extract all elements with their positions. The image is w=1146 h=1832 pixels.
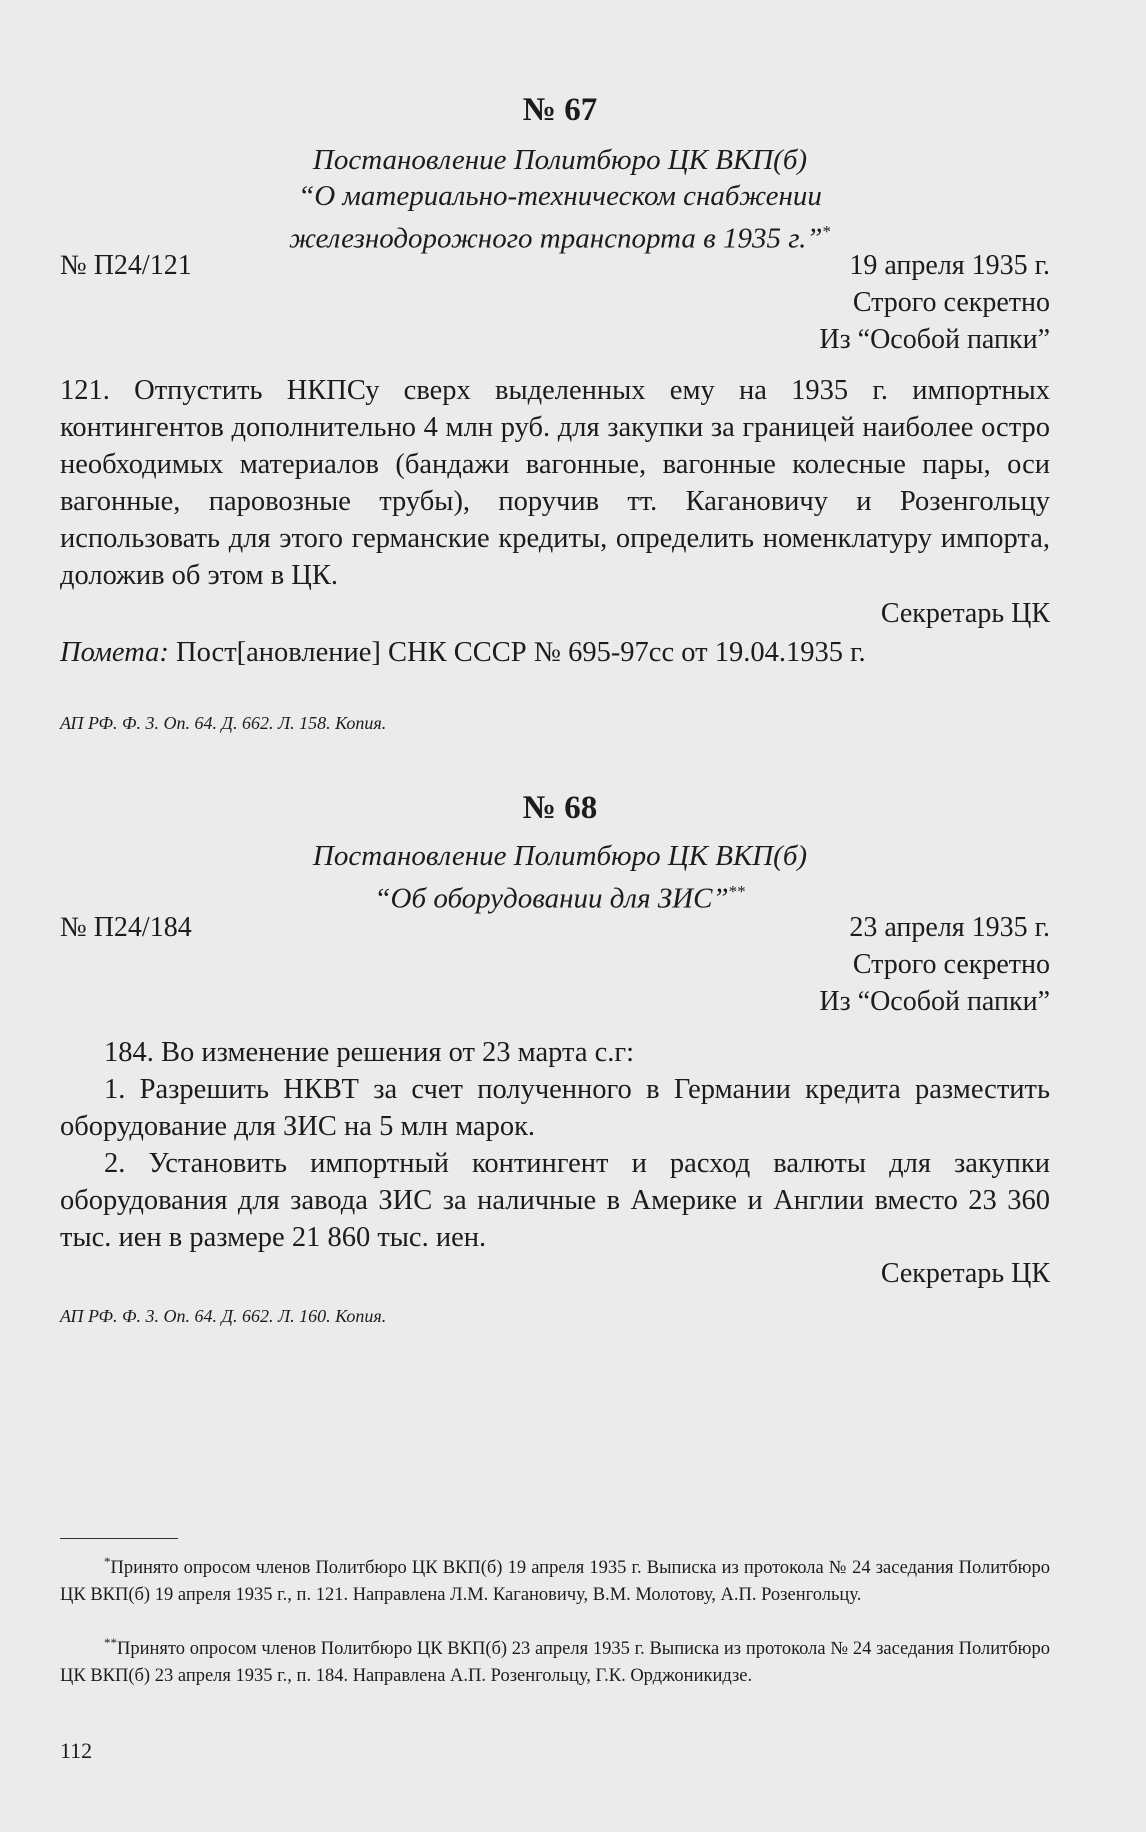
doc68-title-line2: “Об оборудовании для ЗИС”** bbox=[374, 882, 746, 915]
doc68-header-row bbox=[60, 912, 1050, 944]
footnote-2-text: Принято опросом членов Политбюро ЦК ВКП(б) 23 апреля 1935 г. Выписка из протокола № 24 заседания Политбюро ЦК ВКП(б) 23 апреля 1935 г., п. 184. Направлена А.П. Розенгольцу, Г.К. Орджоникидзе. bbox=[60, 1639, 1050, 1687]
doc68-source-folder: Из “Особой папки” bbox=[819, 986, 1050, 1017]
doc67-footnote-mark: * bbox=[822, 222, 832, 241]
doc67-signature: Секретарь ЦК bbox=[880, 598, 1050, 629]
footnote-separator bbox=[60, 1538, 178, 1539]
doc67-classification: Строго секретно bbox=[852, 287, 1050, 318]
doc68-title-line1: Постановление Политбюро ЦК ВКП(б) bbox=[312, 840, 808, 872]
doc67-number: № 67 bbox=[522, 92, 598, 128]
doc67-title-line3: железнодорожного транспорта в 1935 г.”* bbox=[288, 222, 832, 255]
footnote-2-mark: ** bbox=[104, 1635, 117, 1650]
doc67-ref: № П24/121 bbox=[60, 250, 192, 281]
doc68-classification: Строго секретно bbox=[852, 949, 1050, 980]
doc68-signature: Секретарь ЦК bbox=[880, 1258, 1050, 1289]
doc68-footnote-mark: ** bbox=[728, 882, 746, 901]
doc67-date: 19 апреля 1935 г. bbox=[849, 250, 1050, 281]
doc68-ref: № П24/184 bbox=[60, 912, 192, 943]
doc67-title-line2: “О материально-техническом снабжении bbox=[298, 180, 822, 212]
footnote-1-mark: * bbox=[104, 1554, 111, 1569]
doc68-para3: 2. Установить импортный контингент и расход валюты для закупки оборудования для завода ЗИС за наличные в Америке и Англии вместо 23 360 тыс. иен в размере 21 860 тыс. иен. bbox=[60, 1148, 1050, 1253]
footnote-1 bbox=[60, 1548, 1050, 1609]
page-number: 112 bbox=[60, 1738, 93, 1763]
doc67-note-label: Помета: bbox=[60, 637, 169, 668]
doc68-number: № 68 bbox=[522, 790, 598, 826]
doc67-archive-ref: АП РФ. Ф. 3. Оп. 64. Д. 662. Л. 158. Копия. bbox=[60, 713, 387, 733]
doc67-note-text: Пост[ановление] СНК СССР № 695-97сс от 19.04.1935 г. bbox=[176, 637, 866, 668]
doc67-header-row bbox=[60, 250, 1050, 282]
doc68-para1: 184. Во изменение решения от 23 марта с.г: bbox=[104, 1037, 634, 1068]
doc67-body: 121. Отпустить НКПСу сверх выделенных ему на 1935 г. импортных контингентов дополнительно 4 млн руб. для закупки за границей наиболее остро необходимых материалов (бандажи вагонные, вагонные колесные пары, оси вагонные, паровозные трубы), поручив тт. Кагановичу и Розенгольцу использовать для этого германские кредиты, определить номенклатуру импорта, доложив об этом в ЦК. bbox=[60, 375, 1050, 591]
doc67-source-folder: Из “Особой папки” bbox=[819, 324, 1050, 355]
doc68-title bbox=[60, 838, 1060, 917]
doc67-title-line1: Постановление Политбюро ЦК ВКП(б) bbox=[312, 144, 808, 176]
doc68-para2: 1. Разрешить НКВТ за счет полученного в Германии кредита разместить оборудование для ЗИС на 5 млн марок. bbox=[60, 1074, 1050, 1142]
footnote-2 bbox=[60, 1629, 1050, 1690]
doc67-note bbox=[60, 634, 1050, 671]
doc68-archive-ref: АП РФ. Ф. 3. Оп. 64. Д. 662. Л. 160. Копия. bbox=[60, 1306, 387, 1326]
footnote-1-text: Принято опросом членов Политбюро ЦК ВКП(б) 19 апреля 1935 г. Выписка из протокола № 24 заседания Политбюро ЦК ВКП(б) 19 апреля 1935 г., п. 121. Направлена Л.М. Кагановичу, В.М. Молотову, А.П. Розенгольцу. bbox=[60, 1558, 1050, 1606]
doc68-date: 23 апреля 1935 г. bbox=[849, 912, 1050, 943]
doc67-title bbox=[60, 142, 1060, 257]
